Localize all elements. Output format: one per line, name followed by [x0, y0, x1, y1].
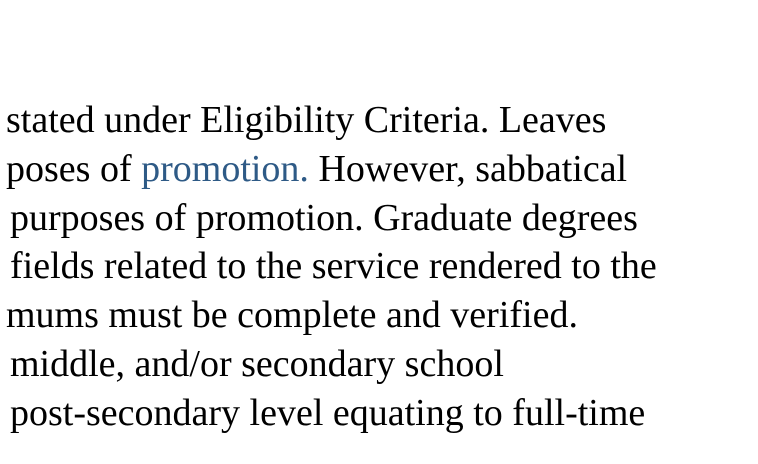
text-line-2-end: However, sabbatical: [308, 147, 628, 190]
text-line-2: [0, 145, 657, 194]
text-line-5: mums must be complete and verified.: [6, 294, 578, 337]
policy-text-excerpt: [0, 96, 657, 438]
text-line-4: fields related to the service rendered to the: [10, 245, 657, 288]
text-line-3: purposes of promotion. Graduate degrees: [10, 196, 638, 239]
text-line-6: middle, and/or secondary school: [10, 342, 504, 385]
promotion-link[interactable]: promotion.: [141, 147, 309, 190]
text-line-2-start: poses of: [6, 147, 142, 190]
text-line-1: stated under Eligibility Criteria. Leaves: [6, 99, 607, 141]
text-line-7: post-secondary level equating to full-time: [10, 391, 646, 434]
